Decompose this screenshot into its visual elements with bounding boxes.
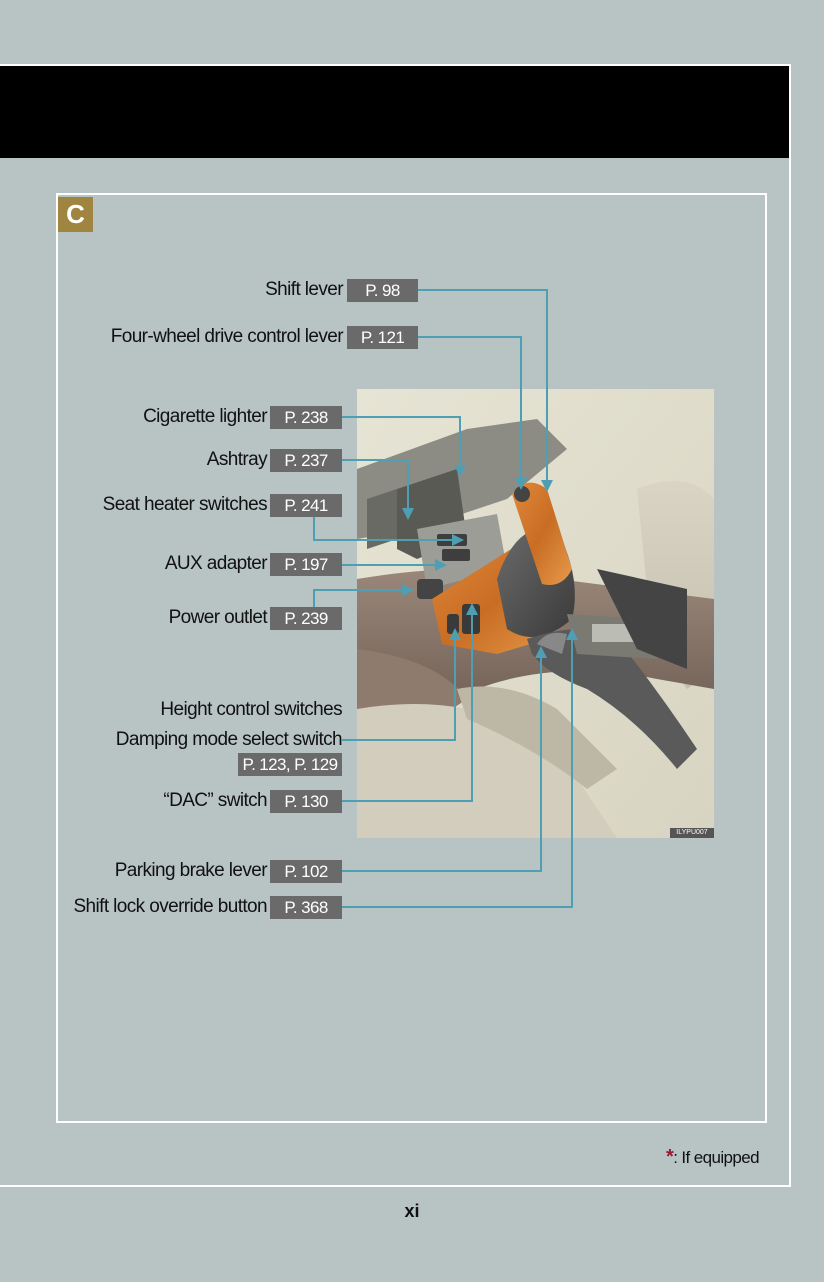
ref-cigarette-lighter[interactable]: P. 238 (270, 406, 342, 429)
label-seat-heater-switches: Seat heater switches (102, 494, 267, 515)
label-aux-adapter: AUX adapter (164, 553, 267, 574)
label-power-outlet: Power outlet (168, 607, 267, 628)
label-dac-switch: “DAC” switch (163, 790, 267, 811)
label-damping-mode-select-switch: Damping mode select switch (115, 729, 342, 750)
ref-dac-switch[interactable]: P. 130 (270, 790, 342, 813)
footnote (666, 1146, 759, 1169)
photo-code: ILYPU007 (670, 828, 714, 838)
asterisk-icon: * (666, 1146, 674, 1168)
ref-height-damping[interactable]: P. 123, P. 129 (238, 753, 342, 776)
label-parking-brake-lever: Parking brake lever (114, 860, 267, 881)
ref-aux-adapter[interactable]: P. 197 (270, 553, 342, 576)
ref-ashtray[interactable]: P. 237 (270, 449, 342, 472)
center-console-photo (357, 389, 714, 838)
label-four-wheel-drive-lever: Four-wheel drive control lever (110, 326, 343, 347)
ref-power-outlet[interactable]: P. 239 (270, 607, 342, 630)
footnote-text: : If equipped (673, 1148, 759, 1167)
ref-seat-heater-switches[interactable]: P. 241 (270, 494, 342, 517)
ref-shift-lever[interactable]: P. 98 (347, 279, 418, 302)
label-ashtray: Ashtray (206, 449, 267, 470)
ref-four-wheel-drive-lever[interactable]: P. 121 (347, 326, 418, 349)
label-cigarette-lighter: Cigarette lighter (143, 406, 267, 427)
page-number: xi (404, 1201, 420, 1221)
label-shift-lever: Shift lever (265, 279, 343, 300)
label-shift-lock-override-button: Shift lock override button (73, 896, 267, 917)
label-height-control-switches: Height control switches (160, 699, 342, 720)
section-badge: C (58, 197, 93, 232)
header-bar (0, 66, 789, 158)
ref-parking-brake-lever[interactable]: P. 102 (270, 860, 342, 883)
ref-shift-lock-override-button[interactable]: P. 368 (270, 896, 342, 919)
